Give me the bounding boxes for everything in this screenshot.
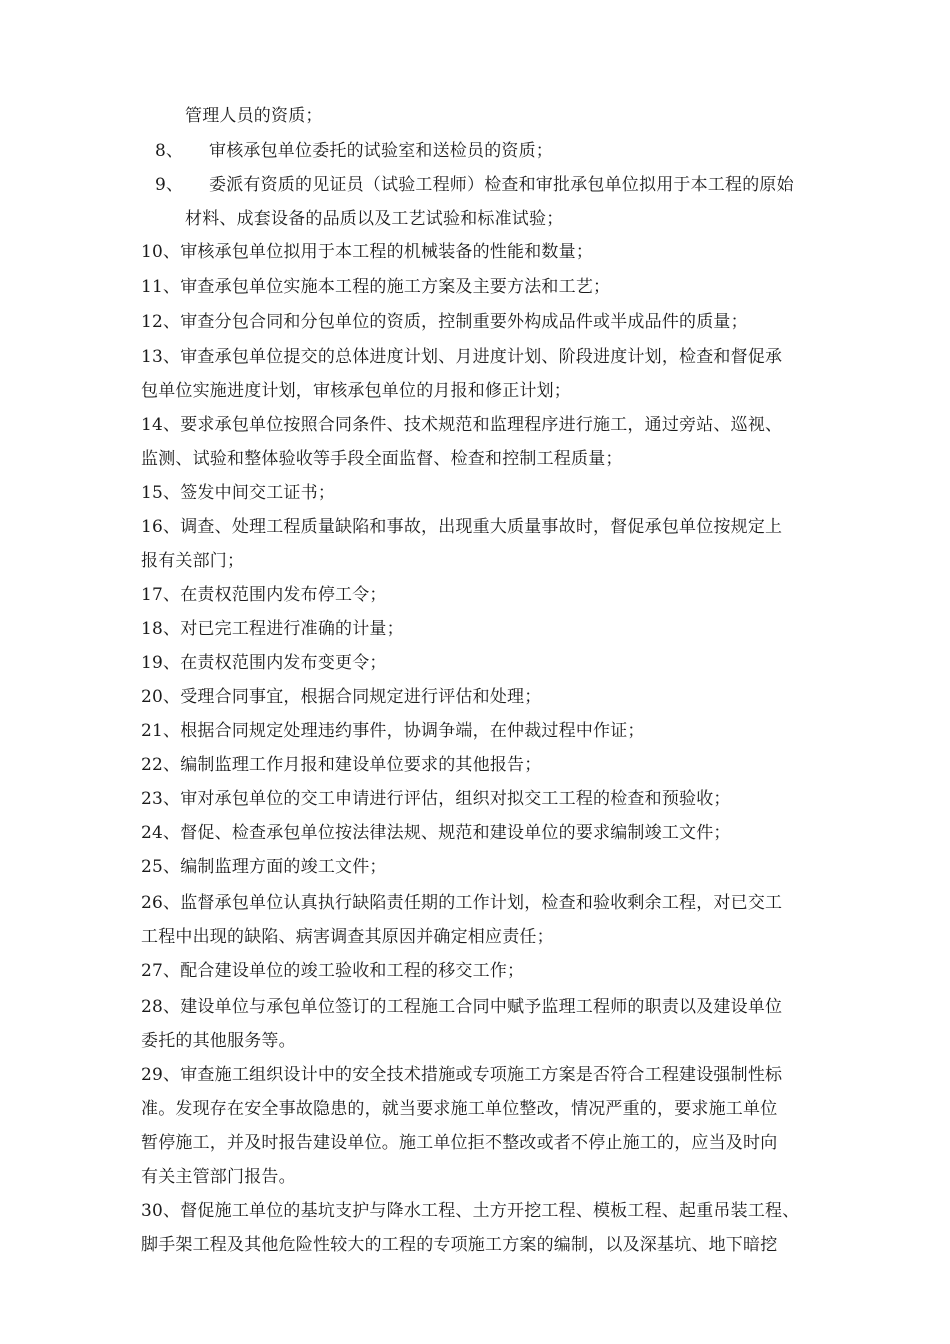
text-line: 工程中出现的缺陷、病害调查其原因并确定相应责任； — [141, 927, 554, 947]
list-item: 28、建设单位与承包单位签订的工程施工合同中赋予监理工程师的职责以及建设单位 — [141, 997, 783, 1017]
text-line: 材料、成套设备的品质以及工艺试验和标准试验； — [185, 209, 564, 229]
list-item: 27、配合建设单位的竣工验收和工程的移交工作； — [141, 961, 525, 981]
list-item: 13、审查承包单位提交的总体进度计划、月进度计划、阶段进度计划，检查和督促承 — [141, 347, 783, 367]
text-line: 委托的其他服务等。 — [141, 1031, 296, 1051]
list-item-number: 9、 — [155, 175, 184, 195]
list-item: 12、审查分包合同和分包单位的资质，控制重要外构成品件或半成品件的质量； — [141, 312, 748, 332]
list-item: 17、在责权范围内发布停工令； — [141, 585, 387, 605]
text-line: 脚手架工程及其他危险性较大的工程的专项施工方案的编制，以及深基坑、地下暗挖 — [141, 1235, 778, 1255]
list-item: 29、审查施工组织设计中的安全技术措施或专项施工方案是否符合工程建设强制性标 — [141, 1065, 783, 1085]
list-item: 20、受理合同事宜，根据合同规定进行评估和处理； — [141, 687, 542, 707]
list-item: 22、编制监理工作月报和建设单位要求的其他报告； — [141, 755, 542, 775]
list-item: 21、根据合同规定处理违约事件，协调争端，在仲裁过程中作证； — [141, 721, 645, 741]
list-item: 10、审核承包单位拟用于本工程的机械装备的性能和数量； — [141, 242, 594, 262]
list-item-number: 8、 — [155, 141, 184, 161]
text-line: 监测、试验和整体验收等手段全面监督、检查和控制工程质量； — [141, 449, 623, 469]
list-item: 18、对已完工程进行准确的计量； — [141, 619, 404, 639]
list-item: 25、编制监理方面的竣工文件； — [141, 857, 387, 877]
text-line: 有关主管部门报告。 — [141, 1167, 296, 1187]
list-item: 16、调查、处理工程质量缺陷和事故，出现重大质量事故时，督促承包单位按规定上 — [141, 517, 783, 537]
list-item: 19、在责权范围内发布变更令； — [141, 653, 387, 673]
text-line: 准。发现存在安全事故隐患的，就当要求施工单位整改，情况严重的，要求施工单位 — [141, 1099, 778, 1119]
list-item: 23、审对承包单位的交工申请进行评估，组织对拟交工工程的检查和预验收； — [141, 789, 731, 809]
text-line: 暂停施工，并及时报告建设单位。施工单位拒不整改或者不停止施工的，应当及时向 — [141, 1133, 778, 1153]
list-item: 11、审查承包单位实施本工程的施工方案及主要方法和工艺； — [141, 277, 611, 297]
list-item: 26、监督承包单位认真执行缺陷责任期的工作计划，检查和验收剩余工程，对已交工 — [141, 893, 783, 913]
list-item-text: 委派有资质的见证员（试验工程师）检查和审批承包单位拟用于本工程的原始 — [209, 175, 794, 195]
list-item: 30、督促施工单位的基坑支护与降水工程、土方开挖工程、模板工程、起重吊装工程、 — [141, 1201, 800, 1221]
list-item-text: 审核承包单位委托的试验室和送检员的资质； — [209, 141, 553, 161]
text-line: 包单位实施进度计划，审核承包单位的月报和修正计划； — [141, 381, 571, 401]
text-line: 报有关部门； — [141, 551, 245, 571]
list-item: 14、要求承包单位按照合同条件、技术规范和监理程序进行施工，通过旁站、巡视、 — [141, 415, 783, 435]
text-line: 管理人员的资质； — [185, 106, 323, 126]
list-item: 24、督促、检查承包单位按法律法规、规范和建设单位的要求编制竣工文件； — [141, 823, 731, 843]
list-item: 15、签发中间交工证书； — [141, 483, 336, 503]
